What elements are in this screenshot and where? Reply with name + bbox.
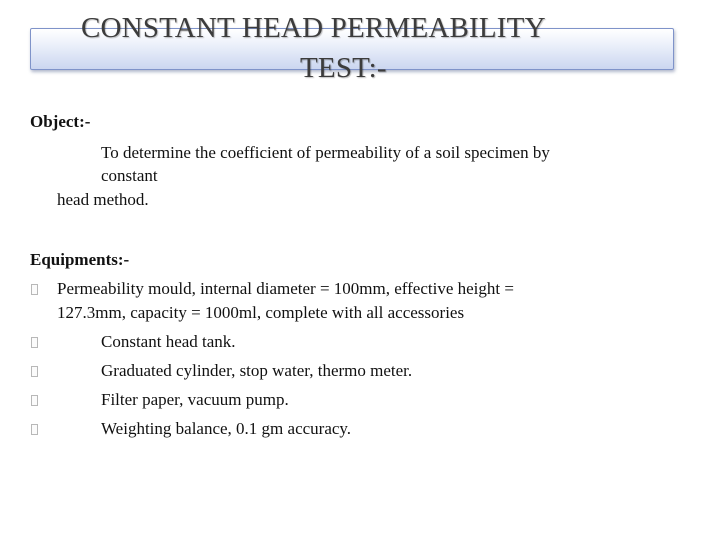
equipment-item-5: Weighting balance, 0.1 gm accuracy. [101, 419, 352, 438]
bullet-icon [31, 395, 38, 406]
equipment-item-2: Constant head tank. [101, 332, 236, 351]
slide-title-continued: TEST:- [300, 52, 387, 84]
object-text-line-1: To determine the coefficient of permeability of a soil specimen by [101, 143, 550, 162]
object-heading: Object:- [30, 112, 91, 131]
slide-title: CONSTANT HEAD PERMEABILITY [81, 12, 546, 44]
object-text-line-3: head method. [57, 190, 149, 209]
equipment-item-1-line-1: Permeability mould, internal diameter = 100mm, effective height = [57, 279, 514, 298]
bullet-icon [31, 284, 38, 295]
bullet-icon [31, 366, 38, 377]
object-text-line-2: constant [101, 166, 158, 185]
bullet-icon [31, 337, 38, 348]
equipments-heading: Equipments:- [30, 250, 130, 269]
bullet-icon [31, 424, 38, 435]
equipment-item-4: Filter paper, vacuum pump. [101, 390, 289, 409]
equipment-item-3: Graduated cylinder, stop water, thermo meter. [101, 361, 413, 380]
equipment-item-1-line-2: 127.3mm, capacity = 1000ml, complete with all accessories [57, 303, 465, 322]
